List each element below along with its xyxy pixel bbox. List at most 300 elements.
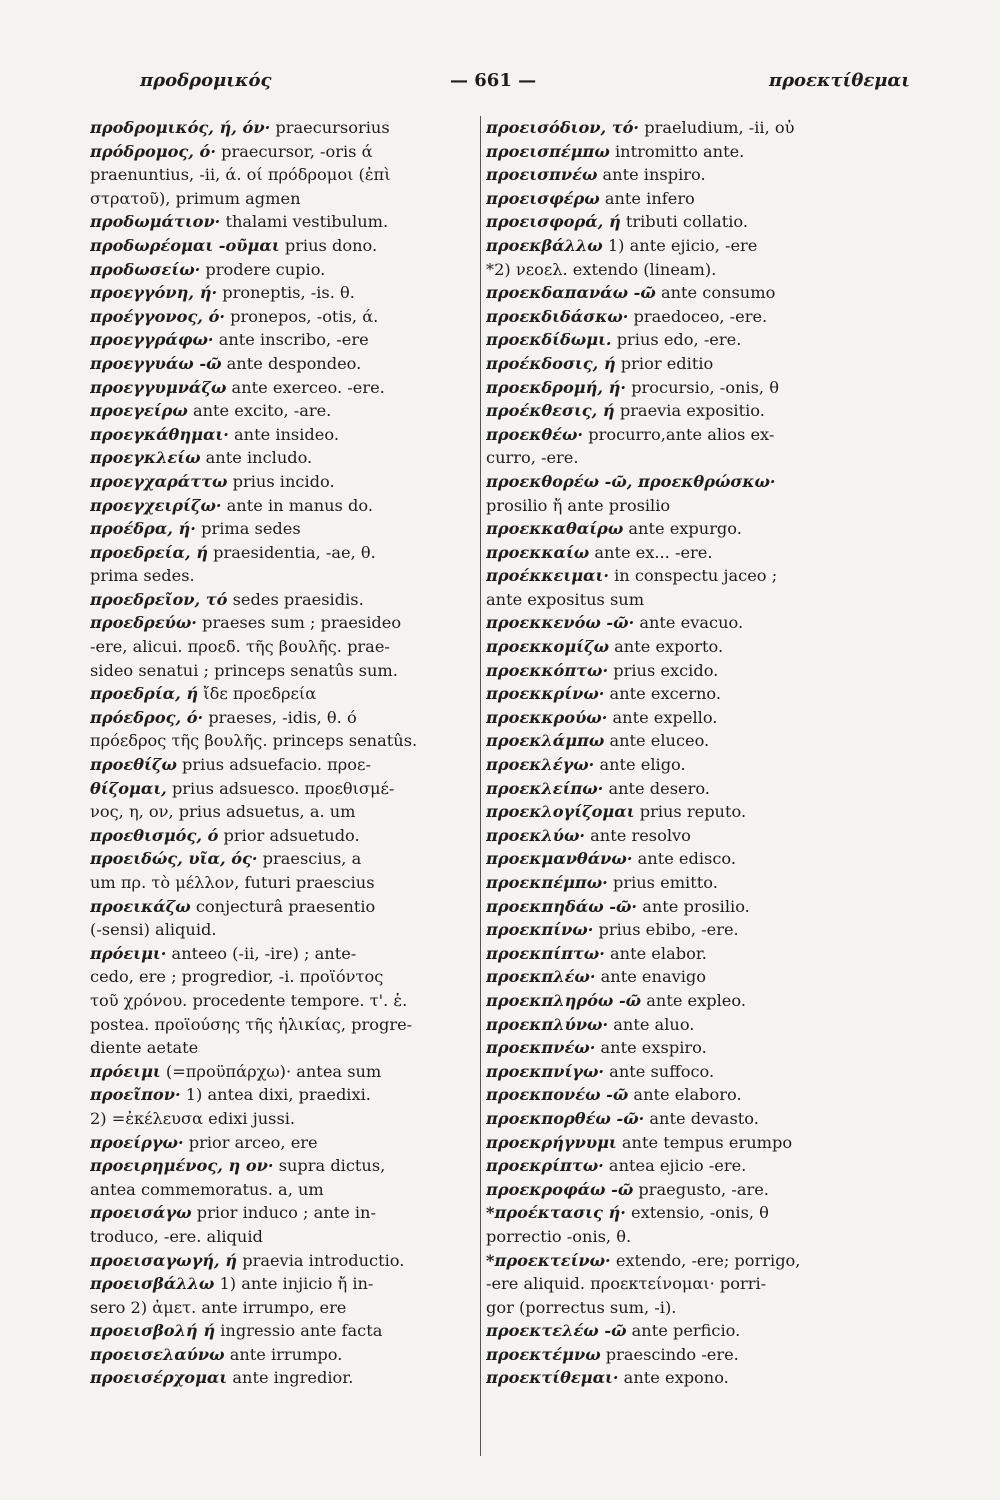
dictionary-line	[486, 1013, 882, 1037]
definition: ante consumo	[655, 283, 776, 303]
dictionary-line	[486, 659, 882, 683]
headword: προεδρεῖον, τό	[90, 589, 228, 609]
dictionary-line	[90, 446, 476, 470]
page-header	[140, 70, 910, 100]
dictionary-line	[90, 777, 476, 801]
dictionary-line	[486, 706, 882, 730]
headword: προεκδίδωμι.	[486, 330, 612, 350]
definition: ante inspiro.	[597, 165, 706, 185]
definition: ante ex... -ere.	[589, 542, 713, 562]
headword: προείργω·	[90, 1132, 184, 1152]
headword: προεῖπον·	[90, 1085, 181, 1105]
dictionary-line	[486, 376, 882, 400]
headword: προέκδοσις, ή	[486, 353, 616, 373]
dictionary-line	[486, 470, 882, 494]
headword: προεκκρούω·	[486, 707, 608, 727]
definition: prius adsuefacio. προε-	[176, 755, 371, 775]
dictionary-line	[90, 942, 476, 966]
headword: πρόειμι·	[90, 943, 167, 963]
definition: extensio, -onis, θ	[625, 1203, 769, 1223]
definition: ante desero.	[603, 778, 710, 798]
headword: προεκλείπω·	[486, 778, 604, 798]
dictionary-line	[486, 328, 882, 352]
headword: προδωσείω·	[90, 259, 201, 279]
dictionary-line	[90, 847, 476, 871]
headword: προεικάζω	[90, 896, 191, 916]
dictionary-line	[90, 918, 476, 942]
dictionary-line	[486, 588, 882, 612]
dictionary-line	[90, 753, 476, 777]
dictionary-line	[90, 1319, 476, 1343]
definition: τοῦ χρόνου. procedente tempore. τ'. ἑ.	[90, 990, 408, 1010]
headword: προεθισμός, ό	[90, 825, 219, 845]
headword: προδωρέομαι -οῦμαι	[90, 235, 280, 255]
definition: praecursorius	[270, 118, 390, 137]
headword: πρόειμι	[90, 1061, 161, 1081]
definition: proneptis, -is. θ.	[217, 283, 355, 303]
definition: ante inscribo, -ere	[213, 330, 369, 350]
dictionary-line	[90, 1296, 476, 1320]
definition: prius reputo.	[634, 802, 747, 822]
dictionary-line	[90, 140, 476, 164]
dictionary-line	[90, 494, 476, 518]
dictionary-line	[486, 635, 882, 659]
definition: prosilio ἤ ante prosilio	[486, 495, 671, 515]
dictionary-line	[90, 234, 476, 258]
definition: ante expono.	[618, 1368, 729, 1388]
definition: 1) ante ejicio, -ere	[602, 235, 758, 255]
headword: προεγγυμνάζω	[90, 377, 227, 397]
dictionary-line	[90, 965, 476, 989]
dictionary-line	[90, 1249, 476, 1273]
dictionary-line	[486, 258, 882, 282]
headword: προεκκόπτω·	[486, 660, 609, 680]
left-column	[90, 116, 476, 1456]
definition: prius incido.	[227, 471, 335, 491]
dictionary-line	[90, 470, 476, 494]
dictionary-line	[486, 1272, 882, 1296]
headword: προεκκομίζω	[486, 637, 609, 657]
headword: προεκμανθάνω·	[486, 849, 633, 869]
definition: 1) ante injicio ἤ in-	[214, 1274, 374, 1294]
headword: *προέκτασις ή·	[486, 1203, 626, 1223]
headword: προεκπλύνω·	[486, 1014, 609, 1034]
headword: προεκπνίγω·	[486, 1061, 605, 1081]
headword: προεκπλέω·	[486, 967, 596, 987]
dictionary-line	[486, 305, 882, 329]
headword: προεδρεύω·	[90, 613, 197, 633]
dictionary-line	[486, 918, 882, 942]
definition: praenuntius, -ii, ά. οί πρόδρομοι (ἐπὶ	[90, 165, 391, 185]
definition: ante infero	[599, 188, 695, 208]
definition: ingressio ante facta	[215, 1321, 383, 1341]
dictionary-line	[486, 965, 882, 989]
definition: ante insideo.	[228, 424, 339, 444]
headword: προεισβολή ή	[90, 1321, 216, 1341]
headword: προεκπορθέω -ῶ·	[486, 1108, 645, 1128]
definition: prior arceo, ere	[183, 1132, 318, 1152]
dictionary-line	[90, 895, 476, 919]
dictionary-line	[486, 517, 882, 541]
definition: ante aluo.	[608, 1014, 695, 1034]
definition: sideo senatui ; princeps senatûs sum.	[90, 660, 398, 680]
dictionary-line	[90, 517, 476, 541]
definition: troduco, -ere. aliquid	[90, 1226, 263, 1246]
dictionary-line	[486, 1060, 882, 1084]
definition: ante exporto.	[609, 637, 724, 657]
headword: προεγκλείω	[90, 448, 201, 468]
column-divider	[480, 116, 481, 1456]
headword: πρόεδρος, ό·	[90, 707, 204, 727]
headword: πρόδρομος, ό·	[90, 141, 216, 161]
dictionary-line	[90, 871, 476, 895]
dictionary-line	[486, 1296, 882, 1320]
definition: prior adsuetudo.	[218, 825, 360, 845]
definition: ἴδε προεδρεία	[198, 684, 317, 704]
dictionary-line	[90, 824, 476, 848]
dictionary-line	[486, 116, 882, 140]
definition: πρόεδρος τῆς βουλῆς. princeps senatûs.	[90, 731, 418, 751]
definition: -ere aliquid. προεκτείνομαι· porri-	[486, 1274, 767, 1294]
dictionary-line	[90, 352, 476, 376]
headword: προεγείρω	[90, 401, 188, 421]
definition: porrectio -onis, θ.	[486, 1226, 632, 1246]
definition: ante irrumpo.	[224, 1344, 343, 1364]
definition: praescius, a	[257, 849, 362, 869]
definition: *2) νεοελ. extendo (lineam).	[486, 259, 717, 279]
definition: intromitto ante.	[609, 141, 745, 161]
definition: ante tempus erumpo	[616, 1132, 793, 1152]
dictionary-line	[90, 1201, 476, 1225]
dictionary-line	[90, 1154, 476, 1178]
definition: procursio, -onis, θ	[626, 377, 779, 397]
definition: prius adsuesco. προεθισμέ-	[166, 778, 395, 798]
definition: antea commemoratus. a, um	[90, 1179, 324, 1199]
headword: προεκδιδάσκω·	[486, 306, 629, 326]
dictionary-line	[486, 1343, 882, 1367]
dictionary-line	[90, 1107, 476, 1131]
dictionary-line	[90, 187, 476, 211]
headword: προεκροφάω -ῶ	[486, 1179, 634, 1199]
headword: προεκκενόω -ῶ·	[486, 613, 635, 633]
dictionary-line	[486, 399, 882, 423]
headword: προεδρία, ή	[90, 684, 199, 704]
headword: προεισάγω	[90, 1203, 192, 1223]
dictionary-line	[486, 187, 882, 211]
headword: προεισφέρω	[486, 188, 600, 208]
definition: thalami vestibulum.	[220, 212, 389, 232]
headword: προέδρα, ή·	[90, 519, 196, 539]
dictionary-line	[486, 210, 882, 234]
dictionary-line	[90, 399, 476, 423]
dictionary-line	[90, 706, 476, 730]
dictionary-line	[486, 281, 882, 305]
definition: postea. προϊούσης τῆς ἡλικίας, progre-	[90, 1014, 413, 1034]
dictionary-line	[486, 1178, 882, 1202]
definition: ante devasto.	[644, 1108, 759, 1128]
definition: prius dono.	[279, 235, 378, 255]
dictionary-line	[90, 989, 476, 1013]
definition: in conspectu jaceo ;	[608, 566, 778, 586]
definition: ante expleo.	[641, 990, 746, 1010]
definition: (=προϋπάρχω)· antea sum	[160, 1061, 382, 1081]
headword: προεισπέμπω	[486, 141, 610, 161]
headword: προεκδαπανάω -ῶ	[486, 283, 656, 303]
definition: prima sedes	[195, 519, 301, 539]
headword: προεκπονέω -ῶ	[486, 1085, 629, 1105]
dictionary-line	[90, 116, 476, 140]
dictionary-line	[90, 1272, 476, 1296]
headword: προεθίζω	[90, 755, 177, 775]
headword: προεκπληρόω -ῶ	[486, 990, 642, 1010]
definition: ante prosilio.	[637, 896, 750, 916]
definition: ante eluceo.	[604, 731, 710, 751]
definition: ante perficio.	[626, 1321, 741, 1341]
dictionary-line	[486, 682, 882, 706]
dictionary-line	[486, 163, 882, 187]
headword: προεκβάλλω	[486, 235, 603, 255]
definition: praeses, -idis, θ. ό	[203, 707, 357, 727]
dictionary-line	[486, 895, 882, 919]
dictionary-line	[90, 1060, 476, 1084]
definition: prius ebibo, -ere.	[593, 920, 739, 940]
definition: sero 2) ἀμετ. ante irrumpo, ere	[90, 1297, 347, 1317]
definition: prior induco ; ante in-	[191, 1203, 376, 1223]
headword: προεγγυάω -ῶ	[90, 353, 222, 373]
definition: diente aetate	[90, 1038, 199, 1058]
headword: προεγχαράττω	[90, 471, 228, 491]
dictionary-line	[486, 800, 882, 824]
definition: ante eligo.	[594, 755, 686, 775]
definition: praeses sum ; praesideo	[196, 613, 402, 633]
headword: προεκπνέω·	[486, 1038, 596, 1058]
dictionary-line	[486, 564, 882, 588]
dictionary-line	[486, 140, 882, 164]
definition: ante includo.	[200, 448, 313, 468]
dictionary-line	[90, 588, 476, 612]
dictionary-line	[90, 305, 476, 329]
dictionary-line	[90, 564, 476, 588]
definition: ante despondeo.	[221, 353, 362, 373]
dictionary-line	[486, 989, 882, 1013]
definition: ante exerceo. -ere.	[226, 377, 385, 397]
dictionary-line	[486, 777, 882, 801]
dictionary-line	[486, 541, 882, 565]
definition: ante excerno.	[604, 684, 721, 704]
dictionary-line	[486, 446, 882, 470]
dictionary-line	[90, 682, 476, 706]
dictionary-line	[90, 541, 476, 565]
dictionary-line	[90, 1178, 476, 1202]
headword: προεδρεία, ή	[90, 542, 208, 562]
dictionary-line	[486, 1107, 882, 1131]
headword: προδρομικός, ή, όν·	[90, 118, 271, 137]
definition: praecursor, -oris ά	[215, 141, 373, 161]
dictionary-line	[486, 1154, 882, 1178]
definition: ante expositus sum	[486, 589, 645, 609]
definition: νος, η, ον, prius adsuetus, a. um	[90, 802, 356, 822]
headword: προεκλέγω·	[486, 755, 595, 775]
definition: antea ejicio -ere.	[603, 1156, 747, 1176]
headword: προεκτίθεμαι·	[486, 1368, 619, 1388]
dictionary-line	[486, 942, 882, 966]
headword: προεισβάλλω	[90, 1274, 215, 1294]
definition: praedoceo, -ere.	[628, 306, 768, 326]
headword: προεισέρχομαι	[90, 1368, 228, 1388]
dictionary-line	[90, 1366, 476, 1390]
headword: προεκτελέω -ῶ	[486, 1321, 627, 1341]
definition: tributi collatio.	[620, 212, 749, 232]
dictionary-line	[90, 423, 476, 447]
headword: προεκτέμνω	[486, 1344, 601, 1364]
definition: um πρ. τὸ μέλλον, futuri praescius	[90, 873, 375, 892]
headword: *προεκτείνω·	[486, 1250, 611, 1270]
headword: προεκπέμπω·	[486, 873, 608, 892]
definition: ante evacuo.	[634, 613, 744, 633]
dictionary-line	[90, 376, 476, 400]
definition: 1) antea dixi, praedixi.	[180, 1085, 371, 1105]
definition: praevia expositio.	[614, 401, 765, 421]
headword: προεκπίνω·	[486, 920, 594, 940]
page-number: — 661 —	[450, 70, 537, 91]
definition: ante enavigo	[595, 967, 707, 987]
dictionary-line	[90, 281, 476, 305]
definition: prima sedes.	[90, 566, 195, 586]
headword: προεκλύω·	[486, 825, 586, 845]
definition: 2) =ἐκέλευσα edixi jussi.	[90, 1108, 296, 1128]
definition: ante expello.	[607, 707, 718, 727]
definition: ante edisco.	[632, 849, 737, 869]
dictionary-line	[486, 729, 882, 753]
dictionary-line	[486, 1083, 882, 1107]
definition: ante excito, -are.	[187, 401, 332, 421]
definition: pronepos, -otis, ά.	[225, 306, 379, 326]
dictionary-line	[486, 352, 882, 376]
dictionary-line	[90, 1036, 476, 1060]
definition: prius emitto.	[607, 873, 718, 892]
headword: προεκκαίω	[486, 542, 590, 562]
definition: praescindo -ere.	[600, 1344, 739, 1364]
headword: προεισπνέω	[486, 165, 598, 185]
headword: προδωμάτιον·	[90, 212, 221, 232]
dictionary-line	[486, 1366, 882, 1390]
dictionary-line	[90, 328, 476, 352]
headword: προεκλάμπω	[486, 731, 605, 751]
definition: cedo, ere ; progredior, -i. προϊόντος	[90, 967, 384, 987]
headword: προεκρήγνυμι	[486, 1132, 617, 1152]
dictionary-line	[486, 494, 882, 518]
right-column	[486, 116, 882, 1456]
definition: praegusto, -are.	[633, 1179, 769, 1199]
headword: προεκρίπτω·	[486, 1156, 604, 1176]
definition: praesidentia, -ae, θ.	[207, 542, 376, 562]
definition: ante resolvo	[585, 825, 691, 845]
headword: προεκθέω·	[486, 424, 584, 444]
dictionary-line	[486, 847, 882, 871]
definition: extendo, -ere; porrigo,	[610, 1250, 801, 1270]
definition: prius excido.	[608, 660, 719, 680]
dictionary-line	[486, 1131, 882, 1155]
headword: προεκθορέω -ῶ, προεκθρώσκω·	[486, 471, 776, 491]
headword: προεγγόνη, ή·	[90, 283, 218, 303]
dictionary-line	[90, 635, 476, 659]
definition: ante suffoco.	[604, 1061, 715, 1081]
definition: -ere, alicui. προεδ. τῆς βουλῆς. prae-	[90, 637, 390, 657]
dictionary-line	[486, 1036, 882, 1060]
dictionary-line	[486, 611, 882, 635]
headword: προεισφορά, ή	[486, 212, 621, 232]
headword: προεισαγωγή, ή	[90, 1250, 238, 1270]
definition: anteeo (-ii, -ire) ; ante-	[166, 943, 357, 963]
dictionary-line	[90, 1225, 476, 1249]
definition: procurro,ante alios ex-	[583, 424, 775, 444]
definition: prius edo, -ere.	[611, 330, 742, 350]
dictionary-line	[90, 210, 476, 234]
dictionary-line	[90, 1343, 476, 1367]
dictionary-line	[486, 753, 882, 777]
dictionary-line	[90, 729, 476, 753]
header-right-guideword: προεκτίθεμαι	[768, 70, 910, 91]
definition: supra dictus,	[273, 1156, 386, 1176]
dictionary-line	[90, 163, 476, 187]
headword: προέκθεσις, ή	[486, 401, 615, 421]
definition: praevia introductio.	[237, 1250, 405, 1270]
definition: sedes praesidis.	[227, 589, 364, 609]
definition: στρατοῦ), primum agmen	[90, 188, 301, 208]
headword: προειρημένος, η ον·	[90, 1156, 274, 1176]
dictionary-line	[90, 258, 476, 282]
headword: προεγκάθημαι·	[90, 424, 229, 444]
dictionary-line	[90, 659, 476, 683]
header-left-guideword: προδρομικός	[140, 70, 272, 91]
definition: curro, -ere.	[486, 448, 579, 468]
definition: conjecturâ praesentio	[190, 896, 376, 916]
definition: praeludium, -ii, οὐ	[639, 118, 795, 137]
headword: προεκκρίνω·	[486, 684, 605, 704]
definition: gor (porrectus sum, -i).	[486, 1297, 677, 1317]
headword: προεισόδιον, τό·	[486, 118, 640, 137]
headword: προεισελαύνω	[90, 1344, 225, 1364]
dictionary-line	[486, 234, 882, 258]
definition: prior editio	[615, 353, 714, 373]
dictionary-line	[486, 1249, 882, 1273]
headword: προεκκαθαίρω	[486, 519, 624, 539]
headword: προέκκειμαι·	[486, 566, 609, 586]
definition: ante elabor.	[604, 943, 707, 963]
dictionary-line	[90, 1083, 476, 1107]
headword: προεκπίπτω·	[486, 943, 605, 963]
dictionary-line	[90, 1131, 476, 1155]
headword: προεκδρομή, ή·	[486, 377, 627, 397]
headword: προεγχειρίζω·	[90, 495, 222, 515]
dictionary-line	[486, 423, 882, 447]
dictionary-line	[486, 871, 882, 895]
headword: προεγγράφω·	[90, 330, 214, 350]
headword: προεκλογίζομαι	[486, 802, 635, 822]
headword: προεκπηδάω -ῶ·	[486, 896, 638, 916]
definition: ante expurgo.	[623, 519, 742, 539]
definition: ante in manus do.	[221, 495, 373, 515]
definition: ante exspiro.	[595, 1038, 707, 1058]
dictionary-line	[486, 1225, 882, 1249]
dictionary-line	[90, 800, 476, 824]
dictionary-line	[486, 824, 882, 848]
dictionary-line	[90, 611, 476, 635]
definition: ante ingredior.	[227, 1368, 354, 1388]
dictionary-line	[486, 1319, 882, 1343]
headword: προέγγονος, ό·	[90, 306, 226, 326]
dictionary-line	[90, 1013, 476, 1037]
